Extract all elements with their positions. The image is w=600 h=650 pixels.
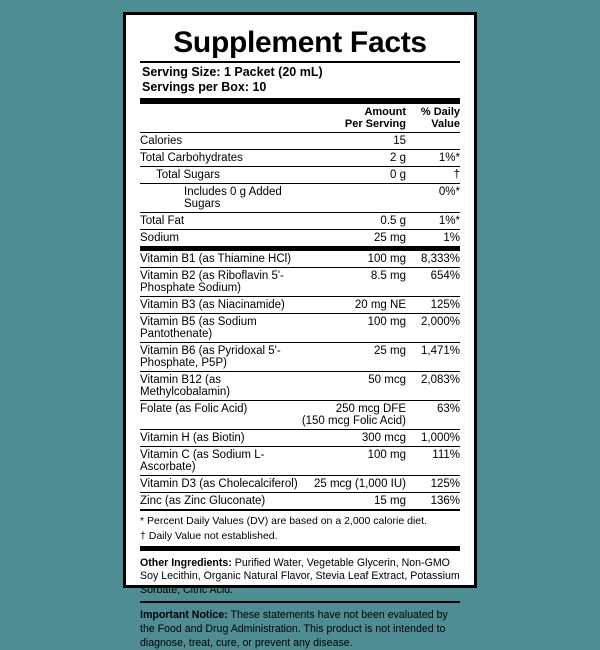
row-amount: 15 xyxy=(310,133,406,150)
row-amount: 15 mg xyxy=(302,493,406,510)
row-name: Vitamin C (as Sodium L-Ascorbate) xyxy=(140,447,302,476)
row-dv: 2,000% xyxy=(406,314,460,343)
row-dv: 1%* xyxy=(406,213,460,230)
row-dv: 63% xyxy=(406,401,460,430)
row-amount: 8.5 mg xyxy=(302,268,406,297)
row-amount-line2: (150 mcg Folic Acid) xyxy=(301,415,406,428)
other-ingredients-text: Purified Water, Vegetable Glycerin, Non-GMO Soy Lecithin, Organic Natural Flavor, Stevia Leaf Extract, Potassium Sorbate, Citric Acid. xyxy=(140,556,460,597)
row-amount: 25 mg xyxy=(302,343,406,372)
page-title: Supplement Facts xyxy=(173,26,427,59)
table-row xyxy=(140,150,460,167)
row-amount xyxy=(310,184,406,213)
table-row xyxy=(140,213,460,230)
important-notice-text: These statements have not been evaluated by the Food and Drug Administration. This product is not intended to diagnose, treat, cure, or prevent any disease. xyxy=(140,609,448,649)
row-dv: 136% xyxy=(406,493,460,510)
divider-footnotes xyxy=(140,509,460,511)
row-amount: 100 mg xyxy=(302,447,406,476)
table-row xyxy=(140,167,460,184)
table-row xyxy=(140,447,460,476)
table-row xyxy=(140,230,460,247)
row-dv: 8,333% xyxy=(420,253,460,266)
row-dv: 1,000% xyxy=(406,430,460,447)
table-row xyxy=(140,251,460,268)
header-amount xyxy=(310,104,406,133)
row-name: Total Sugars xyxy=(140,167,310,184)
row-name: Vitamin D3 (as Cholecalciferol) xyxy=(140,476,302,493)
nutrition-table xyxy=(140,104,460,247)
row-dv: 1,471% xyxy=(406,343,460,372)
row-name: Vitamin H (as Biotin) xyxy=(140,430,302,447)
row-dv xyxy=(406,133,460,150)
table-row xyxy=(140,297,460,314)
table-row xyxy=(140,372,460,401)
row-name: Folate (as Folic Acid) xyxy=(140,401,302,430)
footnote-percent-dv: * Percent Daily Values (DV) are based on a 2,000 calorie diet. xyxy=(140,515,427,528)
row-name: Sodium xyxy=(140,230,310,247)
row-name: Zinc (as Zinc Gluconate) xyxy=(140,493,302,510)
header-blank xyxy=(140,104,310,133)
row-amount xyxy=(302,401,406,430)
row-name: Includes 0 g Added Sugars xyxy=(140,184,310,213)
row-amount: 50 mcg xyxy=(302,372,406,401)
row-dv: 1% xyxy=(406,230,460,247)
row-name: Calories xyxy=(140,133,310,150)
row-dv: 2,083% xyxy=(406,372,460,401)
header-dv-line2: Value xyxy=(431,118,460,131)
table-row xyxy=(140,133,460,150)
table-row xyxy=(140,430,460,447)
table-row xyxy=(140,476,460,493)
header-amount-line2: Per Serving xyxy=(344,118,406,131)
row-amount: 300 mcg xyxy=(302,430,406,447)
table-row xyxy=(140,343,460,372)
row-amount: 100 mg xyxy=(302,314,406,343)
header-dv-line1: % Daily xyxy=(420,105,460,118)
supplement-facts-panel xyxy=(123,12,477,649)
important-notice xyxy=(140,609,460,650)
other-ingredients xyxy=(140,557,460,598)
serving-size: Serving Size: 1 Packet (20 mL) xyxy=(142,64,323,79)
table-header-row xyxy=(140,104,460,133)
row-dv: 0%* xyxy=(406,184,460,213)
table-row xyxy=(140,493,460,510)
row-name: Vitamin B12 (as Methylcobalamin) xyxy=(140,372,302,401)
footnote-dagger: † Daily Value not established. xyxy=(140,529,278,542)
other-ingredients-label: Other Ingredients: xyxy=(140,556,232,569)
row-name: Vitamin B5 (as Sodium Pantothenate) xyxy=(140,314,302,343)
row-name: Vitamin B2 (as Riboflavin 5'-Phosphate Sodium) xyxy=(140,268,302,297)
important-notice-label: Important Notice: xyxy=(140,609,228,622)
table-row xyxy=(140,184,460,213)
row-dv: 654% xyxy=(406,268,460,297)
row-dv: 1%* xyxy=(406,150,460,167)
row-dv: 125% xyxy=(406,297,460,314)
vitamins-table xyxy=(140,251,460,509)
row-name: Vitamin B1 (as Thiamine HCl) xyxy=(140,253,292,266)
table-row xyxy=(140,314,460,343)
row-name: Total Fat xyxy=(140,213,310,230)
row-name: Vitamin B6 (as Pyridoxal 5'-Phosphate, P5P) xyxy=(140,343,302,372)
header-amount-line1: Amount xyxy=(364,105,406,118)
row-amount: 25 mg xyxy=(310,230,406,247)
row-amount: 100 mg xyxy=(367,253,406,266)
row-name: Total Carbohydrates xyxy=(140,150,310,167)
row-name: Vitamin B3 (as Niacinamide) xyxy=(140,297,302,314)
footnotes xyxy=(140,514,460,542)
row-amount: 25 mcg (1,000 IU) xyxy=(302,476,406,493)
row-amount: 2 g xyxy=(310,150,406,167)
row-amount: 20 mg NE xyxy=(302,297,406,314)
row-dv: 111% xyxy=(406,447,460,476)
row-amount: 0.5 g xyxy=(310,213,406,230)
header-daily-value xyxy=(406,104,460,133)
servings-per-box: Servings per Box: 10 xyxy=(142,80,267,95)
table-row xyxy=(140,401,460,430)
row-dv: 125% xyxy=(406,476,460,493)
row-amount-line1: 250 mcg DFE xyxy=(335,403,406,416)
table-row xyxy=(140,268,460,297)
row-amount: 0 g xyxy=(310,167,406,184)
row-dv: † xyxy=(406,167,460,184)
